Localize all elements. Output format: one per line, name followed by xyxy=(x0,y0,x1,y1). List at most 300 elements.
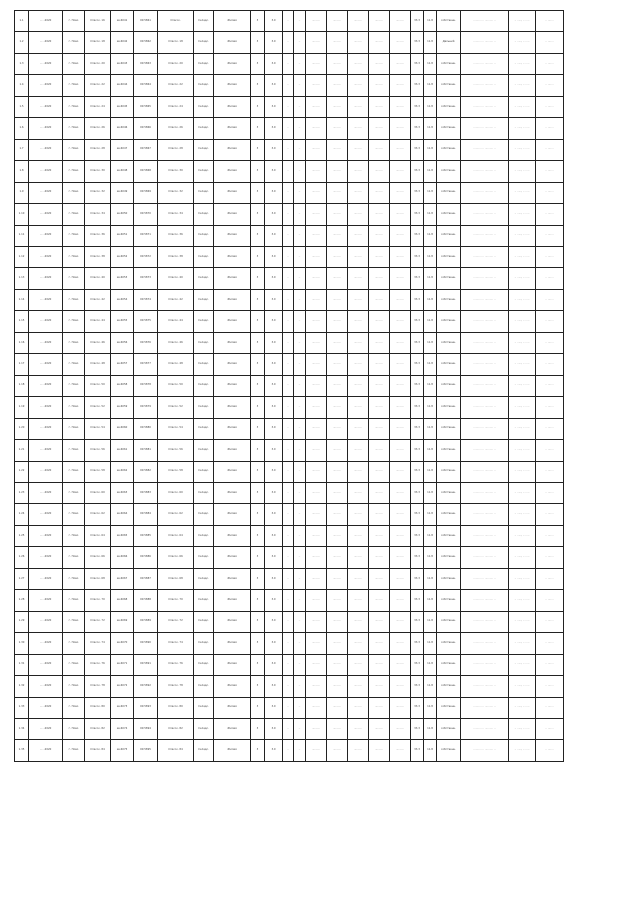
table-cell-p: ··.··.···· xyxy=(369,311,390,332)
table-cell-n: 1.3 xyxy=(15,53,29,74)
table-cell-e: Спасск. 64 xyxy=(158,525,194,546)
table-cell-f: Складс. xyxy=(194,182,214,203)
table-cell-q: ··.··.···· xyxy=(390,547,411,568)
table-cell-u: ·········· ·· ·········· ·· xyxy=(461,375,509,396)
table-cell-p: ··.··.···· xyxy=(369,32,390,53)
table-cell-o: ··.··.···· xyxy=(348,590,369,611)
table-cell-w: ·· ··.···· xyxy=(536,354,564,375)
table-cell-i: 3.0 xyxy=(265,96,283,117)
table-cell-n: 1.23 xyxy=(15,482,29,503)
table-cell-v: ·· ·····, ·· ····· xyxy=(509,96,536,117)
table-cell-u: ·········· ·· ·········· ·· xyxy=(461,568,509,589)
table-cell-t: собственн. xyxy=(437,697,461,718)
table-cell-p: ··.··.···· xyxy=(369,11,390,32)
table-cell-n: 1.27 xyxy=(15,568,29,589)
table-cell-i: 3.0 xyxy=(265,676,283,697)
table-cell-q: ··.··.···· xyxy=(390,118,411,139)
table-cell-e: Спасск. 80 xyxy=(158,697,194,718)
table-cell-s: 11.8 xyxy=(424,182,437,203)
table-cell-r: 33.3 xyxy=(411,525,424,546)
table-cell-s: 11.8 xyxy=(424,268,437,289)
table-cell-k: ·· xyxy=(294,161,306,182)
table-cell-k: ·· xyxy=(294,311,306,332)
table-cell-t: собственн. xyxy=(437,182,461,203)
table-cell-u: ·········· ·· ·········· ·· xyxy=(461,139,509,160)
table-cell-o: ··.··.···· xyxy=(348,676,369,697)
table-cell-w: ·· ··.···· xyxy=(536,654,564,675)
table-cell-k: ·· xyxy=(294,225,306,246)
table-cell-t: собственн. xyxy=(437,718,461,739)
table-cell-g: Жилая xyxy=(214,161,251,182)
table-cell-r: 33.3 xyxy=(411,676,424,697)
table-cell-w: ·· ··.···· xyxy=(536,204,564,225)
table-cell-q: ··.··.···· xyxy=(390,611,411,632)
table-cell-c: кв.6075 xyxy=(111,740,134,762)
table-cell-t: собственн. xyxy=(437,289,461,310)
table-cell-m: ··.··.···· xyxy=(327,461,348,482)
table-cell-f: Складс. xyxy=(194,440,214,461)
table-cell-v: ·· ·····, ·· ····· xyxy=(509,568,536,589)
table-row xyxy=(15,676,564,697)
table-cell-t: собственн. xyxy=(437,590,461,611)
table-cell-m: ··.··.···· xyxy=(327,204,348,225)
table-cell-i: 3.0 xyxy=(265,568,283,589)
table-cell-f: Складс. xyxy=(194,418,214,439)
table-cell-d: 00:5878 xyxy=(134,375,158,396)
table-cell-g: Жилая xyxy=(214,246,251,267)
table-cell-u: ·········· ·· ·········· ·· xyxy=(461,525,509,546)
table-cell-p: ··.··.···· xyxy=(369,718,390,739)
table-cell-n: 1.1 xyxy=(15,11,29,32)
table-cell-d: 00:5889 xyxy=(134,611,158,632)
table-cell-h: 3 xyxy=(251,611,265,632)
table-cell-w: ·· ··.···· xyxy=(536,568,564,589)
table-cell-d: 00:5894 xyxy=(134,718,158,739)
table-cell-j: ·· xyxy=(283,461,294,482)
table-cell-s: 11.8 xyxy=(424,676,437,697)
table-cell-h: 3 xyxy=(251,246,265,267)
table-cell-b: Спасск. 46 xyxy=(85,332,111,353)
table-cell-r: 33.3 xyxy=(411,482,424,503)
table-row xyxy=(15,311,564,332)
table-cell-l: ··.··.···· xyxy=(306,182,327,203)
table-cell-l: ··.··.···· xyxy=(306,225,327,246)
table-cell-f: Складс. xyxy=(194,204,214,225)
table-cell-date: ··.··.2020 xyxy=(29,75,63,96)
table-cell-n: 1.20 xyxy=(15,418,29,439)
table-cell-k: ·· xyxy=(294,740,306,762)
table-cell-g: Жилая xyxy=(214,525,251,546)
table-cell-e: Спасск. 76 xyxy=(158,654,194,675)
table-cell-g: Жилая xyxy=(214,547,251,568)
table-cell-l: ··.··.···· xyxy=(306,375,327,396)
table-cell-b: Спасск. 18 xyxy=(85,32,111,53)
table-cell-b: Спасск. 74 xyxy=(85,633,111,654)
table-cell-k: ·· xyxy=(294,611,306,632)
table-cell-date: ··.··.2020 xyxy=(29,289,63,310)
table-cell-l: ··.··.···· xyxy=(306,525,327,546)
table-cell-a: г. Ново xyxy=(63,590,85,611)
table-cell-q: ··.··.···· xyxy=(390,633,411,654)
table-cell-k: ·· xyxy=(294,204,306,225)
table-cell-r: 33.3 xyxy=(411,397,424,418)
table-cell-date: ··.··.2020 xyxy=(29,225,63,246)
table-cell-o: ··.··.···· xyxy=(348,118,369,139)
table-cell-k: ·· xyxy=(294,246,306,267)
document-sheet xyxy=(14,10,562,762)
table-cell-j: ·· xyxy=(283,96,294,117)
table-row xyxy=(15,354,564,375)
table-cell-r: 33.3 xyxy=(411,139,424,160)
table-cell-o: ··.··.···· xyxy=(348,53,369,74)
table-cell-n: 1.10 xyxy=(15,204,29,225)
table-cell-n: 1.22 xyxy=(15,461,29,482)
table-cell-date: ··.··.2020 xyxy=(29,96,63,117)
table-cell-g: Жилая xyxy=(214,568,251,589)
table-cell-r: 33.3 xyxy=(411,96,424,117)
table-cell-c: кв.6060 xyxy=(111,418,134,439)
table-cell-l: ··.··.···· xyxy=(306,268,327,289)
table-cell-v: ·· ·····, ·· ····· xyxy=(509,590,536,611)
table-cell-p: ··.··.···· xyxy=(369,182,390,203)
table-cell-d: 00:5876 xyxy=(134,332,158,353)
table-cell-j: ·· xyxy=(283,547,294,568)
table-cell-s: 11.8 xyxy=(424,418,437,439)
table-cell-t: собственн. xyxy=(437,440,461,461)
table-cell-f: Складс. xyxy=(194,568,214,589)
table-cell-t: собственн. xyxy=(437,161,461,182)
table-cell-h: 3 xyxy=(251,75,265,96)
table-cell-o: ··.··.···· xyxy=(348,11,369,32)
table-cell-v: ·· ·····, ·· ····· xyxy=(509,397,536,418)
table-cell-g: Жилая xyxy=(214,75,251,96)
table-cell-v: ·· ·····, ·· ····· xyxy=(509,676,536,697)
table-cell-d: 00:5877 xyxy=(134,354,158,375)
table-cell-w: ·· ··.···· xyxy=(536,96,564,117)
table-cell-u: ·········· ·· ·········· ·· xyxy=(461,611,509,632)
table-cell-m: ··.··.···· xyxy=(327,225,348,246)
table-cell-n: 1.13 xyxy=(15,268,29,289)
table-cell-g: Жилая xyxy=(214,96,251,117)
table-cell-h: 3 xyxy=(251,118,265,139)
table-cell-h: 3 xyxy=(251,11,265,32)
table-cell-l: ··.··.···· xyxy=(306,397,327,418)
table-cell-p: ··.··.···· xyxy=(369,697,390,718)
table-cell-d: 00:5864 xyxy=(134,75,158,96)
table-cell-v: ·· ·····, ·· ····· xyxy=(509,654,536,675)
table-cell-p: ··.··.···· xyxy=(369,139,390,160)
table-cell-n: 1.17 xyxy=(15,354,29,375)
table-cell-n: 1.25 xyxy=(15,525,29,546)
table-cell-j: ·· xyxy=(283,504,294,525)
table-cell-w: ·· ··.···· xyxy=(536,161,564,182)
table-cell-h: 3 xyxy=(251,697,265,718)
table-cell-s: 11.8 xyxy=(424,32,437,53)
table-cell-c: кв.6069 xyxy=(111,611,134,632)
table-cell-d: 00:5870 xyxy=(134,204,158,225)
table-cell-t: собственн. xyxy=(437,568,461,589)
table-cell-p: ··.··.···· xyxy=(369,332,390,353)
table-cell-l: ··.··.···· xyxy=(306,289,327,310)
table-cell-s: 11.8 xyxy=(424,718,437,739)
table-cell-n: 1.15 xyxy=(15,311,29,332)
table-cell-i: 3.0 xyxy=(265,118,283,139)
table-cell-o: ··.··.···· xyxy=(348,440,369,461)
table-cell-i: 3.0 xyxy=(265,525,283,546)
table-cell-c: кв.6048 xyxy=(111,161,134,182)
table-cell-a: г. Ново xyxy=(63,11,85,32)
table-cell-n: 1.6 xyxy=(15,118,29,139)
table-cell-f: Складс. xyxy=(194,11,214,32)
table-cell-f: Складс. xyxy=(194,161,214,182)
table-cell-k: ·· xyxy=(294,332,306,353)
table-cell-k: ·· xyxy=(294,440,306,461)
table-cell-o: ··.··.···· xyxy=(348,633,369,654)
table-cell-a: г. Ново xyxy=(63,397,85,418)
table-cell-p: ··.··.···· xyxy=(369,246,390,267)
table-cell-i: 3.0 xyxy=(265,633,283,654)
table-cell-j: ·· xyxy=(283,118,294,139)
table-cell-p: ··.··.···· xyxy=(369,354,390,375)
table-cell-j: ·· xyxy=(283,440,294,461)
table-cell-m: ··.··.···· xyxy=(327,139,348,160)
table-cell-m: ··.··.···· xyxy=(327,611,348,632)
table-cell-b: Спасск. 16 xyxy=(85,11,111,32)
table-cell-f: Складс. xyxy=(194,482,214,503)
table-cell-e: Спасск. 48 xyxy=(158,354,194,375)
table-cell-j: ·· xyxy=(283,568,294,589)
table-cell-l: ··.··.···· xyxy=(306,311,327,332)
table-cell-e: Спасск. 42 xyxy=(158,289,194,310)
table-cell-r: 33.3 xyxy=(411,225,424,246)
table-cell-j: ·· xyxy=(283,204,294,225)
table-cell-u: ·········· ·· ·········· ·· xyxy=(461,461,509,482)
table-cell-t: собственн. xyxy=(437,611,461,632)
table-cell-p: ··.··.···· xyxy=(369,440,390,461)
table-cell-k: ·· xyxy=(294,525,306,546)
table-cell-f: Складс. xyxy=(194,268,214,289)
table-cell-q: ··.··.···· xyxy=(390,75,411,96)
table-cell-t: собственн. xyxy=(437,461,461,482)
table-cell-h: 3 xyxy=(251,375,265,396)
table-row xyxy=(15,697,564,718)
table-cell-q: ··.··.···· xyxy=(390,332,411,353)
table-cell-b: Спасск. 28 xyxy=(85,139,111,160)
table-cell-w: ·· ··.···· xyxy=(536,53,564,74)
table-cell-w: ·· ··.···· xyxy=(536,461,564,482)
table-cell-w: ·· ··.···· xyxy=(536,740,564,762)
table-cell-l: ··.··.···· xyxy=(306,740,327,762)
table-cell-q: ··.··.···· xyxy=(390,96,411,117)
table-cell-u: ·········· ·· ·········· ·· xyxy=(461,161,509,182)
table-cell-g: Жилая xyxy=(214,225,251,246)
table-cell-k: ·· xyxy=(294,32,306,53)
table-row xyxy=(15,568,564,589)
table-cell-j: ·· xyxy=(283,397,294,418)
table-cell-g: Жилая xyxy=(214,654,251,675)
table-cell-j: ·· xyxy=(283,332,294,353)
table-cell-d: 00:5886 xyxy=(134,547,158,568)
table-cell-w: ·· ··.···· xyxy=(536,289,564,310)
table-cell-k: ·· xyxy=(294,354,306,375)
table-cell-l: ··.··.···· xyxy=(306,547,327,568)
table-cell-u: ·········· ·· ·········· ·· xyxy=(461,547,509,568)
table-cell-l: ··.··.···· xyxy=(306,161,327,182)
table-cell-b: Спасск. 26 xyxy=(85,118,111,139)
table-cell-u: ·········· ·· ·········· ·· xyxy=(461,11,509,32)
table-cell-r: 33.3 xyxy=(411,611,424,632)
table-cell-e: Спасск. 46 xyxy=(158,332,194,353)
table-cell-w: ·· ··.···· xyxy=(536,482,564,503)
table-cell-r: 33.3 xyxy=(411,268,424,289)
table-cell-o: ··.··.···· xyxy=(348,568,369,589)
table-cell-l: ··.··.···· xyxy=(306,633,327,654)
table-cell-e: Спасск. xyxy=(158,11,194,32)
table-cell-b: Спасск. 78 xyxy=(85,676,111,697)
table-cell-p: ··.··.···· xyxy=(369,96,390,117)
table-cell-w: ·· ··.···· xyxy=(536,332,564,353)
table-cell-l: ··.··.···· xyxy=(306,461,327,482)
table-cell-t: собственн. xyxy=(437,246,461,267)
table-cell-d: 00:5887 xyxy=(134,568,158,589)
table-cell-v: ·· ·····, ·· ····· xyxy=(509,225,536,246)
table-cell-g: Жилая xyxy=(214,740,251,762)
table-cell-j: ·· xyxy=(283,375,294,396)
table-cell-g: Жилая xyxy=(214,482,251,503)
table-cell-o: ··.··.···· xyxy=(348,268,369,289)
table-cell-u: ·········· ·· ·········· ·· xyxy=(461,354,509,375)
table-cell-t: собственн. xyxy=(437,118,461,139)
table-cell-f: Складс. xyxy=(194,397,214,418)
table-cell-date: ··.··.2020 xyxy=(29,311,63,332)
table-cell-j: ·· xyxy=(283,268,294,289)
table-cell-a: г. Ново xyxy=(63,525,85,546)
table-cell-t: собственн. xyxy=(437,482,461,503)
table-cell-u: ·········· ·· ·········· ·· xyxy=(461,697,509,718)
table-cell-f: Складс. xyxy=(194,697,214,718)
table-cell-i: 3.0 xyxy=(265,482,283,503)
table-cell-l: ··.··.···· xyxy=(306,75,327,96)
table-row xyxy=(15,289,564,310)
table-cell-g: Жилая xyxy=(214,697,251,718)
table-cell-r: 33.3 xyxy=(411,633,424,654)
table-cell-w: ·· ··.···· xyxy=(536,397,564,418)
table-cell-f: Складс. xyxy=(194,96,214,117)
table-cell-t: собственн. xyxy=(437,204,461,225)
table-cell-b: Спасск. 80 xyxy=(85,697,111,718)
table-cell-f: Складс. xyxy=(194,740,214,762)
table-cell-p: ··.··.···· xyxy=(369,268,390,289)
table-cell-d: 00:5873 xyxy=(134,268,158,289)
table-cell-i: 3.0 xyxy=(265,697,283,718)
table-cell-j: ·· xyxy=(283,590,294,611)
table-cell-q: ··.··.···· xyxy=(390,590,411,611)
table-cell-q: ··.··.···· xyxy=(390,246,411,267)
register-table xyxy=(14,10,564,762)
table-cell-a: г. Ново xyxy=(63,32,85,53)
table-cell-i: 3.0 xyxy=(265,268,283,289)
table-cell-r: 33.3 xyxy=(411,697,424,718)
table-cell-u: ·········· ·· ·········· ·· xyxy=(461,504,509,525)
table-cell-c: кв.6072 xyxy=(111,676,134,697)
table-cell-r: 33.3 xyxy=(411,504,424,525)
table-cell-j: ·· xyxy=(283,740,294,762)
table-cell-a: г. Ново xyxy=(63,375,85,396)
table-body xyxy=(15,11,564,762)
table-cell-e: Спасск. 58 xyxy=(158,461,194,482)
table-cell-j: ·· xyxy=(283,161,294,182)
table-cell-a: г. Ново xyxy=(63,740,85,762)
table-cell-p: ··.··.···· xyxy=(369,654,390,675)
table-cell-g: Жилая xyxy=(214,718,251,739)
table-cell-a: г. Ново xyxy=(63,118,85,139)
table-cell-k: ·· xyxy=(294,461,306,482)
table-cell-s: 11.8 xyxy=(424,633,437,654)
table-cell-j: ·· xyxy=(283,32,294,53)
table-cell-q: ··.··.···· xyxy=(390,225,411,246)
table-cell-e: Спасск. 20 xyxy=(158,53,194,74)
table-cell-b: Спасск. 76 xyxy=(85,654,111,675)
table-cell-a: г. Ново xyxy=(63,440,85,461)
table-cell-t: собственн. xyxy=(437,375,461,396)
table-row xyxy=(15,182,564,203)
table-cell-b: Спасск. 56 xyxy=(85,440,111,461)
table-cell-c: кв.6053 xyxy=(111,268,134,289)
table-cell-q: ··.··.···· xyxy=(390,139,411,160)
table-cell-t: собственн. xyxy=(437,225,461,246)
table-cell-b: Спасск. 82 xyxy=(85,718,111,739)
table-cell-r: 33.3 xyxy=(411,289,424,310)
table-cell-o: ··.··.···· xyxy=(348,525,369,546)
table-cell-r: 33.3 xyxy=(411,204,424,225)
table-cell-u: ·········· ·· ·········· ·· xyxy=(461,182,509,203)
table-cell-p: ··.··.···· xyxy=(369,525,390,546)
table-cell-m: ··.··.···· xyxy=(327,633,348,654)
table-cell-g: Жилая xyxy=(214,332,251,353)
table-cell-c: кв.6068 xyxy=(111,590,134,611)
table-cell-e: Спасск. 60 xyxy=(158,482,194,503)
table-cell-a: г. Ново xyxy=(63,611,85,632)
table-row xyxy=(15,32,564,53)
table-cell-v: ·· ·····, ·· ····· xyxy=(509,139,536,160)
table-cell-p: ··.··.···· xyxy=(369,461,390,482)
table-cell-g: Жилая xyxy=(214,118,251,139)
table-cell-o: ··.··.···· xyxy=(348,718,369,739)
table-cell-o: ··.··.···· xyxy=(348,611,369,632)
table-cell-r: 33.3 xyxy=(411,75,424,96)
table-cell-k: ·· xyxy=(294,633,306,654)
table-cell-r: 33.3 xyxy=(411,718,424,739)
table-cell-a: г. Ново xyxy=(63,676,85,697)
table-cell-h: 3 xyxy=(251,225,265,246)
table-cell-r: 33.3 xyxy=(411,354,424,375)
table-cell-d: 00:5890 xyxy=(134,633,158,654)
table-cell-o: ··.··.···· xyxy=(348,418,369,439)
table-cell-f: Складс. xyxy=(194,547,214,568)
table-cell-s: 11.8 xyxy=(424,311,437,332)
table-cell-v: ·· ·····, ·· ····· xyxy=(509,32,536,53)
table-cell-o: ··.··.···· xyxy=(348,96,369,117)
table-cell-w: ·· ··.···· xyxy=(536,139,564,160)
table-cell-b: Спасск. 70 xyxy=(85,590,111,611)
table-cell-e: Спасск. 70 xyxy=(158,590,194,611)
table-cell-k: ·· xyxy=(294,547,306,568)
table-cell-a: г. Ново xyxy=(63,182,85,203)
table-cell-r: 33.3 xyxy=(411,440,424,461)
table-cell-l: ··.··.···· xyxy=(306,246,327,267)
table-cell-h: 3 xyxy=(251,397,265,418)
table-cell-j: ·· xyxy=(283,718,294,739)
